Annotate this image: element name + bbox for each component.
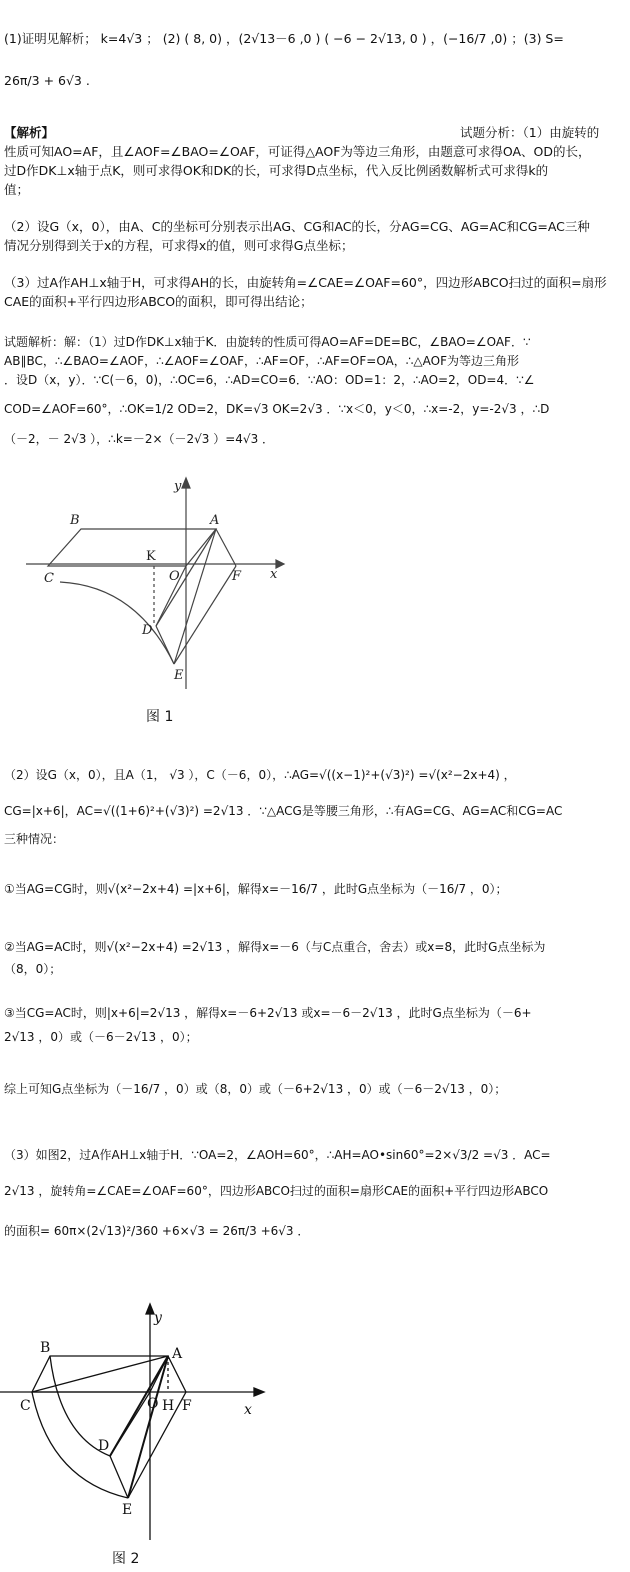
segment-ae xyxy=(174,529,216,664)
label-c: C xyxy=(20,1398,31,1414)
label-o: O xyxy=(147,1396,159,1412)
analysis-line: 值； xyxy=(4,182,30,197)
solution-part2-line: 2√13 ，0）或（－6－2√13 ，0）； xyxy=(4,1030,198,1044)
answer-line-1: (1)证明见解析； k=4√3 ； (2) ( 8, 0) ，(2√13－6 ,0 ) ( −6 − 2√13, 0 ) ，(−16/7 ,0) ；(3) S= xyxy=(4,31,564,46)
label-k: K xyxy=(146,549,156,564)
segment-af xyxy=(216,529,236,566)
analysis-line: 情况分别得到关于x的方程，可求得x的值，则可求得G点坐标； xyxy=(4,238,354,253)
label-o: O xyxy=(169,569,180,584)
analysis-line: 过D作DK⊥x轴于点K，则可求得OK和DK的长，可求得D点坐标，代入反比例函数解析式可求得k的 xyxy=(4,163,549,178)
x-axis-arrow xyxy=(254,1388,264,1396)
label-x: x xyxy=(244,1402,252,1418)
label-y: y xyxy=(154,1310,162,1326)
label-d: D xyxy=(142,623,153,638)
label-x: x xyxy=(270,567,278,582)
analysis-line: （3）过A作AH⊥x轴于H，可求得AH的长，由旋转角=∠CAE=∠OAF=60°，四边形ABCO扫过的面积=扇形 xyxy=(4,275,607,290)
y-axis-arrow xyxy=(146,1304,154,1314)
solution-line: COD=∠AOF=60°，∴OK=1/2 OD=2，DK=√3 OK=2√3 ．∵x＜0，y＜0，∴x=-2，y=-2√3 ，∴D xyxy=(4,402,550,416)
segment-do xyxy=(110,1392,150,1456)
figure-1-caption: 图 1 xyxy=(146,709,174,725)
solution-part2-line: ②当AG=AC时，则√(x²−2x+4) =2√13 ，解得x=－6（与C点重合，舍去）或x=8，此时G点坐标为 xyxy=(4,940,546,954)
solution-part3-line: 2√13 ，旋转角=∠CAE=∠OAF=60°，四边形ABCO扫过的面积=扇形CAE的面积+平行四边形ABCO xyxy=(4,1184,549,1198)
analysis-line: 试题分析：（1）由旋转的 xyxy=(460,125,600,140)
analysis-heading: 【解析】 xyxy=(4,125,55,140)
solution-part2-line: ③当CG=AC时，则|x+6|=2√13 ，解得x=－6+2√13 或x=－6－2√13 ，此时G点坐标为（－6+ xyxy=(4,1006,532,1020)
answer-line-2: 26π/3 + 6√3 . xyxy=(4,73,90,88)
solution-line: ．设D（x，y）．∵C(－6，0)，∴OC=6，∴AD=CO=6．∵AO：OD=1：2，∴AO=2，OD=4．∵∠ xyxy=(4,373,535,387)
segment-ef xyxy=(174,566,236,664)
label-h: H xyxy=(162,1398,175,1414)
solution-part2-line: （8，0）； xyxy=(4,962,62,976)
solution-line: （－2，－ 2√3 ），∴k=－2×（－2√3 ）=4√3 ． xyxy=(4,432,275,446)
solution-part2-line: 综上可知G点坐标为（－16/7 ，0）或（8，0）或（－6+2√13 ，0）或（－6－2√13 ，0）； xyxy=(4,1082,507,1096)
figure-2-caption: 图 2 xyxy=(112,1551,140,1567)
y-axis-arrow xyxy=(182,478,190,488)
figure-2 xyxy=(0,1300,280,1540)
solution-line: 试题解析：解：（1）过D作DK⊥x轴于K．由旋转的性质可得AO=AF=DE=BC，∠BAO=∠OAF．∵ xyxy=(4,335,531,349)
segment-ae xyxy=(128,1356,168,1498)
label-f: F xyxy=(182,1398,192,1414)
label-b: B xyxy=(40,1340,51,1356)
analysis-line: （2）设G（x，0），由A、C的坐标可分别表示出AG、CG和AC的长，分AG=CG、AG=AC和CG=AC三种 xyxy=(4,219,590,234)
solution-part3-line: 的面积= 60π×(2√13)²/360 +6×√3 = 26π/3 +6√3 ． xyxy=(4,1224,310,1238)
label-c: C xyxy=(44,571,54,586)
solution-line: AB∥BC，∴∠BAO=∠AOF，∴∠AOF=∠OAF，∴AF=OF，∴AF=OF=OA，∴△AOF为等边三角形 xyxy=(4,354,519,368)
solution-part2-line: ①当AG=CG时，则√(x²−2x+4) =|x+6|，解得x=－16/7 ，此时G点坐标为（－16/7 ，0）； xyxy=(4,882,508,896)
solution-part2-line: CG=|x+6|，AC=√((1+6)²+(√3)²) =2√13 ．∵△ACG是等腰三角形，∴有AG=CG、AG=AC和CG=AC xyxy=(4,804,563,818)
label-y: y xyxy=(174,479,182,494)
arc-ce xyxy=(32,1392,128,1498)
figure-1 xyxy=(26,474,296,694)
label-a: A xyxy=(172,1346,183,1362)
label-b: B xyxy=(70,513,80,528)
label-d: D xyxy=(98,1438,110,1454)
parallelogram-abco xyxy=(48,529,216,566)
analysis-line: CAE的面积+平行四边形ABCO的面积，即可得出结论； xyxy=(4,294,313,309)
label-e: E xyxy=(174,668,184,683)
solution-part2-line: （2）设G（x，0），且A（1， √3 ），C（－6，0），∴AG=√((x−1)²+(√3)²) =√(x²−2x+4) ， xyxy=(4,768,516,782)
analysis-line: 性质可知AO=AF，且∠AOF=∠BAO=∠OAF，可证得△AOF为等边三角形，由题意可求得OA、OD的长， xyxy=(4,144,591,159)
label-a: A xyxy=(210,513,220,528)
label-e: E xyxy=(122,1502,133,1518)
solution-part3-line: （3）如图2，过A作AH⊥x轴于H．∵OA=2，∠AOH=60°，∴AH=AO•sin60°=2×√3/2 =√3 ．AC= xyxy=(4,1148,551,1162)
segment-de xyxy=(110,1456,128,1498)
label-f: F xyxy=(232,569,242,584)
solution-part2-line: 三种情况： xyxy=(4,832,65,846)
